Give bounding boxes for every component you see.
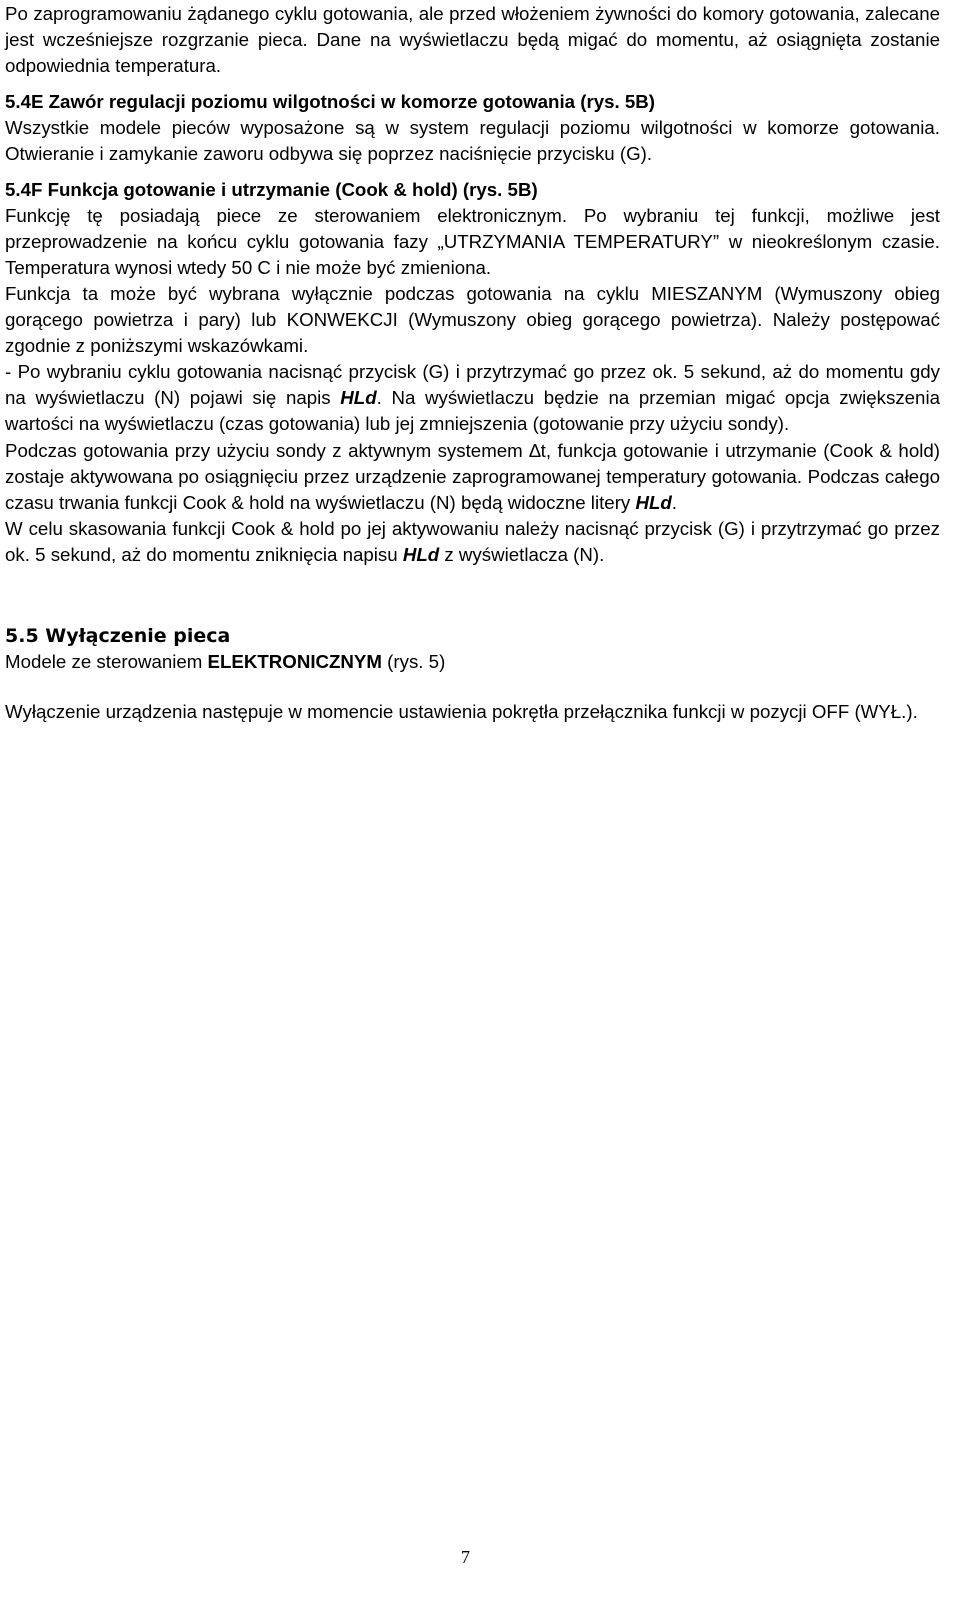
section-4f-paragraph-3 [5,359,940,437]
document-body [5,1,940,725]
hld-label: HLd [402,543,440,565]
delta-symbol: ∆ [529,439,541,461]
section-55-heading: 5.5 Wyłączenie pieca [5,624,231,647]
models-bold: ELEKTRONICZNYM [207,650,382,672]
section-4f-paragraph-5 [5,516,940,568]
p4-text-b: t, funkcja gotowanie i utrzymanie (Cook & hold) zostaje aktywowana po osiągnięciu przez urządzenie zaprogramowanej temperatury gotowania. Podczas całego czasu trwania funkcji Cook & hold na wyświetlaczu (N) będą widoczne litery [5,439,940,513]
p3-text-b: . Na wyświetlaczu będzie na przemian migać opcja zwiększenia wartości na wyświetlaczu (czas gotowania) lub jej zmniejszenia (gotowanie przy użyciu sondy). [5,387,940,435]
p4-text-a: Podczas gotowania przy użyciu sondy z aktywnym systemem [5,439,530,461]
p3-text-a: - Po wybraniu cyklu gotowania nacisnąć przycisk (G) i przytrzymać go przez ok. 5 sekund, aż do momentu gdy na wyświetlaczu (N) pojawi się napis [5,361,940,409]
section-55-body: Wyłączenie urządzenia następuje w momencie ustawienia pokrętła przełącznika funkcji w pozycji OFF (WYŁ.). [5,701,918,723]
hld-label: HLd [635,491,672,513]
section-55-models [5,649,940,675]
section-4f-paragraph-4 [5,438,940,516]
section-4e-heading: 5.4E Zawór regulacji poziomu wilgotności w komorze gotowania (rys. 5B) [5,91,656,113]
hld-label: HLd [340,387,377,409]
section-4f-heading: 5.4F Funkcja gotowanie i utrzymanie (Cook & hold) (rys. 5B) [5,178,538,200]
section-4f-paragraph-1: Funkcję tę posiadają piece ze sterowaniem elektronicznym. Po wybraniu tej funkcji, możliwe jest przeprowadzenie na końcu cyklu gotowania fazy „UTRZYMANIA TEMPERATURY” w nieokreślonym czasie. Temperatura wynosi wtedy 50 C i nie może być zmieniona. [5,204,940,278]
p5-text-b: z wyświetlacza (N). [439,543,605,565]
section-4f-paragraph-2: Funkcja ta może być wybrana wyłącznie podczas gotowania na cyklu MIESZANYM (Wymuszony obieg gorącego powietrza i pary) lub KONWEKCJI (Wymuszony obieg gorącego powietrza). Należy postępować zgodnie z poniższymi wskazówkami. [5,282,940,357]
models-text-a: Modele ze sterowaniem [5,650,208,672]
section-4e-body: Wszystkie modele pieców wyposażone są w system regulacji poziomu wilgotności w komorze gotowania. Otwieranie i zamykanie zaworu odbywa się poprzez naciśnięcie przycisku (G). [5,117,940,165]
models-text-b: (rys. 5) [381,650,446,672]
p5-text-a: W celu skasowania funkcji Cook & hold po jej aktywowaniu należy nacisnąć przycisk (G) i przytrzymać go przez ok. 5 sekund, aż do momentu zniknięcia napisu [5,517,940,565]
intro-paragraph: Po zaprogramowaniu żądanego cyklu gotowania, ale przed włożeniem żywności do komory gotowania, zalecane jest wcześniejsze rozgrzanie pieca. Dane na wyświetlaczu będą migać do momentu, aż osiągnięta zostanie odpowiednia temperatura. [5,3,940,77]
p4-text-c: . [671,491,677,513]
page-number: 7 [461,1547,470,1567]
